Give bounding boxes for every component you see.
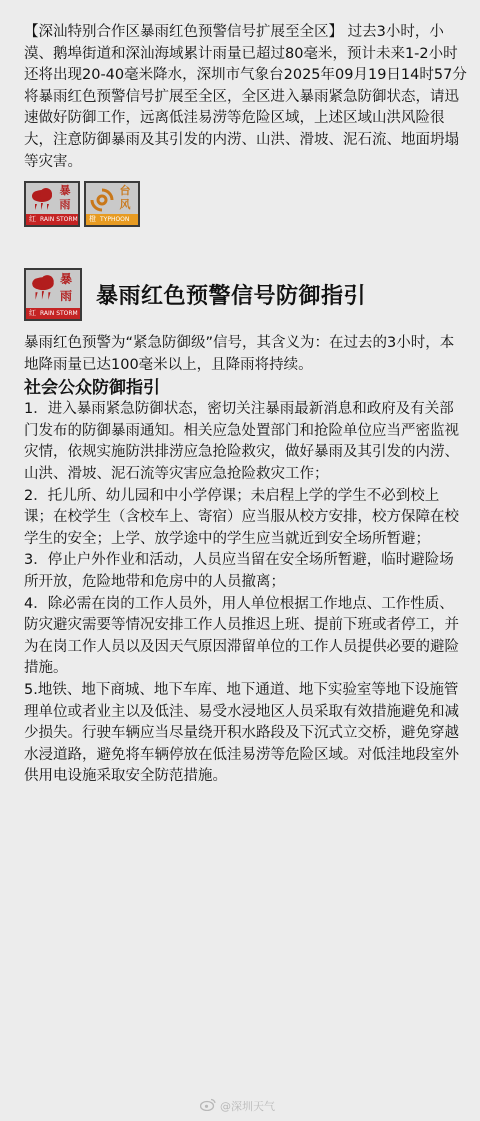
- badge-label: TYPHOON: [100, 216, 130, 223]
- badge-name-bottom: 雨: [59, 198, 71, 211]
- badge-level: 橙: [89, 215, 96, 223]
- watermark: [200, 1098, 275, 1114]
- guide-item-2: 2．托儿所、幼儿园和中小学停课；未启程上学的学生不必到校上课；在校学生（含校车上、寄宿）应当服从校方安排，校方保障在校学生的安全；上学、放学途中的学生应当就近到安全场所暂避；: [24, 487, 459, 547]
- badge-name-top: 暴: [59, 184, 71, 197]
- badge-name-bottom: 雨: [59, 289, 72, 303]
- weibo-icon: [200, 1098, 216, 1114]
- warning-badges: [24, 181, 140, 227]
- guide-item-5: 5.地铁、地下商城、地下车库、地下通道、地下实验室等地下设施管理单位或者业主以及低洼、易受水浸地区人员采取有效措施避免和减少损失。行驶车辆应当尽量绕开积水路段及下沉式立交桥，避免穿越水浸道路，避免将车辆停放在低洼易涝等危险区域。对低洼地段室外供用电设施采取安全防范措施。: [24, 681, 459, 785]
- guide-item-3: 3．停止户外作业和活动，人员应当留在安全场所暂避，临时避险场所开放，危险地带和危房中的人员撤离；: [24, 552, 454, 590]
- guide-header: [24, 268, 366, 321]
- section-title: 社会公众防御指引: [24, 378, 160, 399]
- guide-item-4: 4．除必需在岗的工作人员外，用人单位根据工作地点、工作性质、防灾避灾需要等情况安排工作人员推迟上班、提前下班或者停工，并为在岗工作人员以及因天气原因滞留单位的工作人员提供必要的避险措施。: [24, 595, 459, 677]
- warning-announcement-text: 【深汕特别合作区暴雨红色预警信号扩展至全区】 过去3小时，小漠、鹅埠街道和深汕海域累计雨量已超过80毫米，预计未来1-2小时还将出现20-40毫米降水，深圳市气象台2025年09月19日14时57分将暴雨红色预警信号扩展至全区，全区进入暴雨紧急防御状态，请迅速做好防御工作，远离低洼易涝等危险区域，上述区域山洪风险很大，注意防御暴雨及其引发的内涝、山洪、滑坡、泥石流、地面坍塌等灾害。: [24, 24, 467, 170]
- badge-level: 红: [29, 309, 36, 317]
- badge-level: 红: [29, 215, 36, 223]
- badge-name-top: 暴: [59, 272, 72, 286]
- guide-title: 暴雨红色预警信号防御指引: [96, 284, 367, 309]
- rainstorm-cloud-icon: [28, 185, 56, 214]
- badge-label: RAIN STORM: [40, 216, 78, 223]
- warning-definition: 暴雨红色预警为“紧急防御级”信号，其含义为：在过去的3小时，本地降雨量已达100毫米以上，且降雨将持续。: [24, 335, 455, 373]
- rainstorm-red-badge-large: [24, 268, 82, 321]
- badge-name-bottom: 风: [119, 198, 131, 211]
- guide-body: [24, 333, 468, 788]
- typhoon-swirl-icon: [88, 185, 116, 214]
- guide-item-1: 1．进入暴雨紧急防御状态，密切关注暴雨最新消息和政府及有关部门发布的防御暴雨通知。相关应急处置部门和抢险单位应当严密监视灾情，依规实施防洪排涝应急抢险救灾，做好暴雨及其引发的内涝、山洪、滑坡、泥石流等灾害应急抢险救灾工作；: [24, 401, 459, 482]
- typhoon-orange-badge[interactable]: [84, 181, 140, 227]
- rainstorm-red-badge[interactable]: [24, 181, 80, 227]
- badge-name-top: 台: [119, 184, 131, 197]
- badge-label: RAIN STORM: [40, 310, 78, 317]
- watermark-text: @深圳天气: [220, 1100, 275, 1113]
